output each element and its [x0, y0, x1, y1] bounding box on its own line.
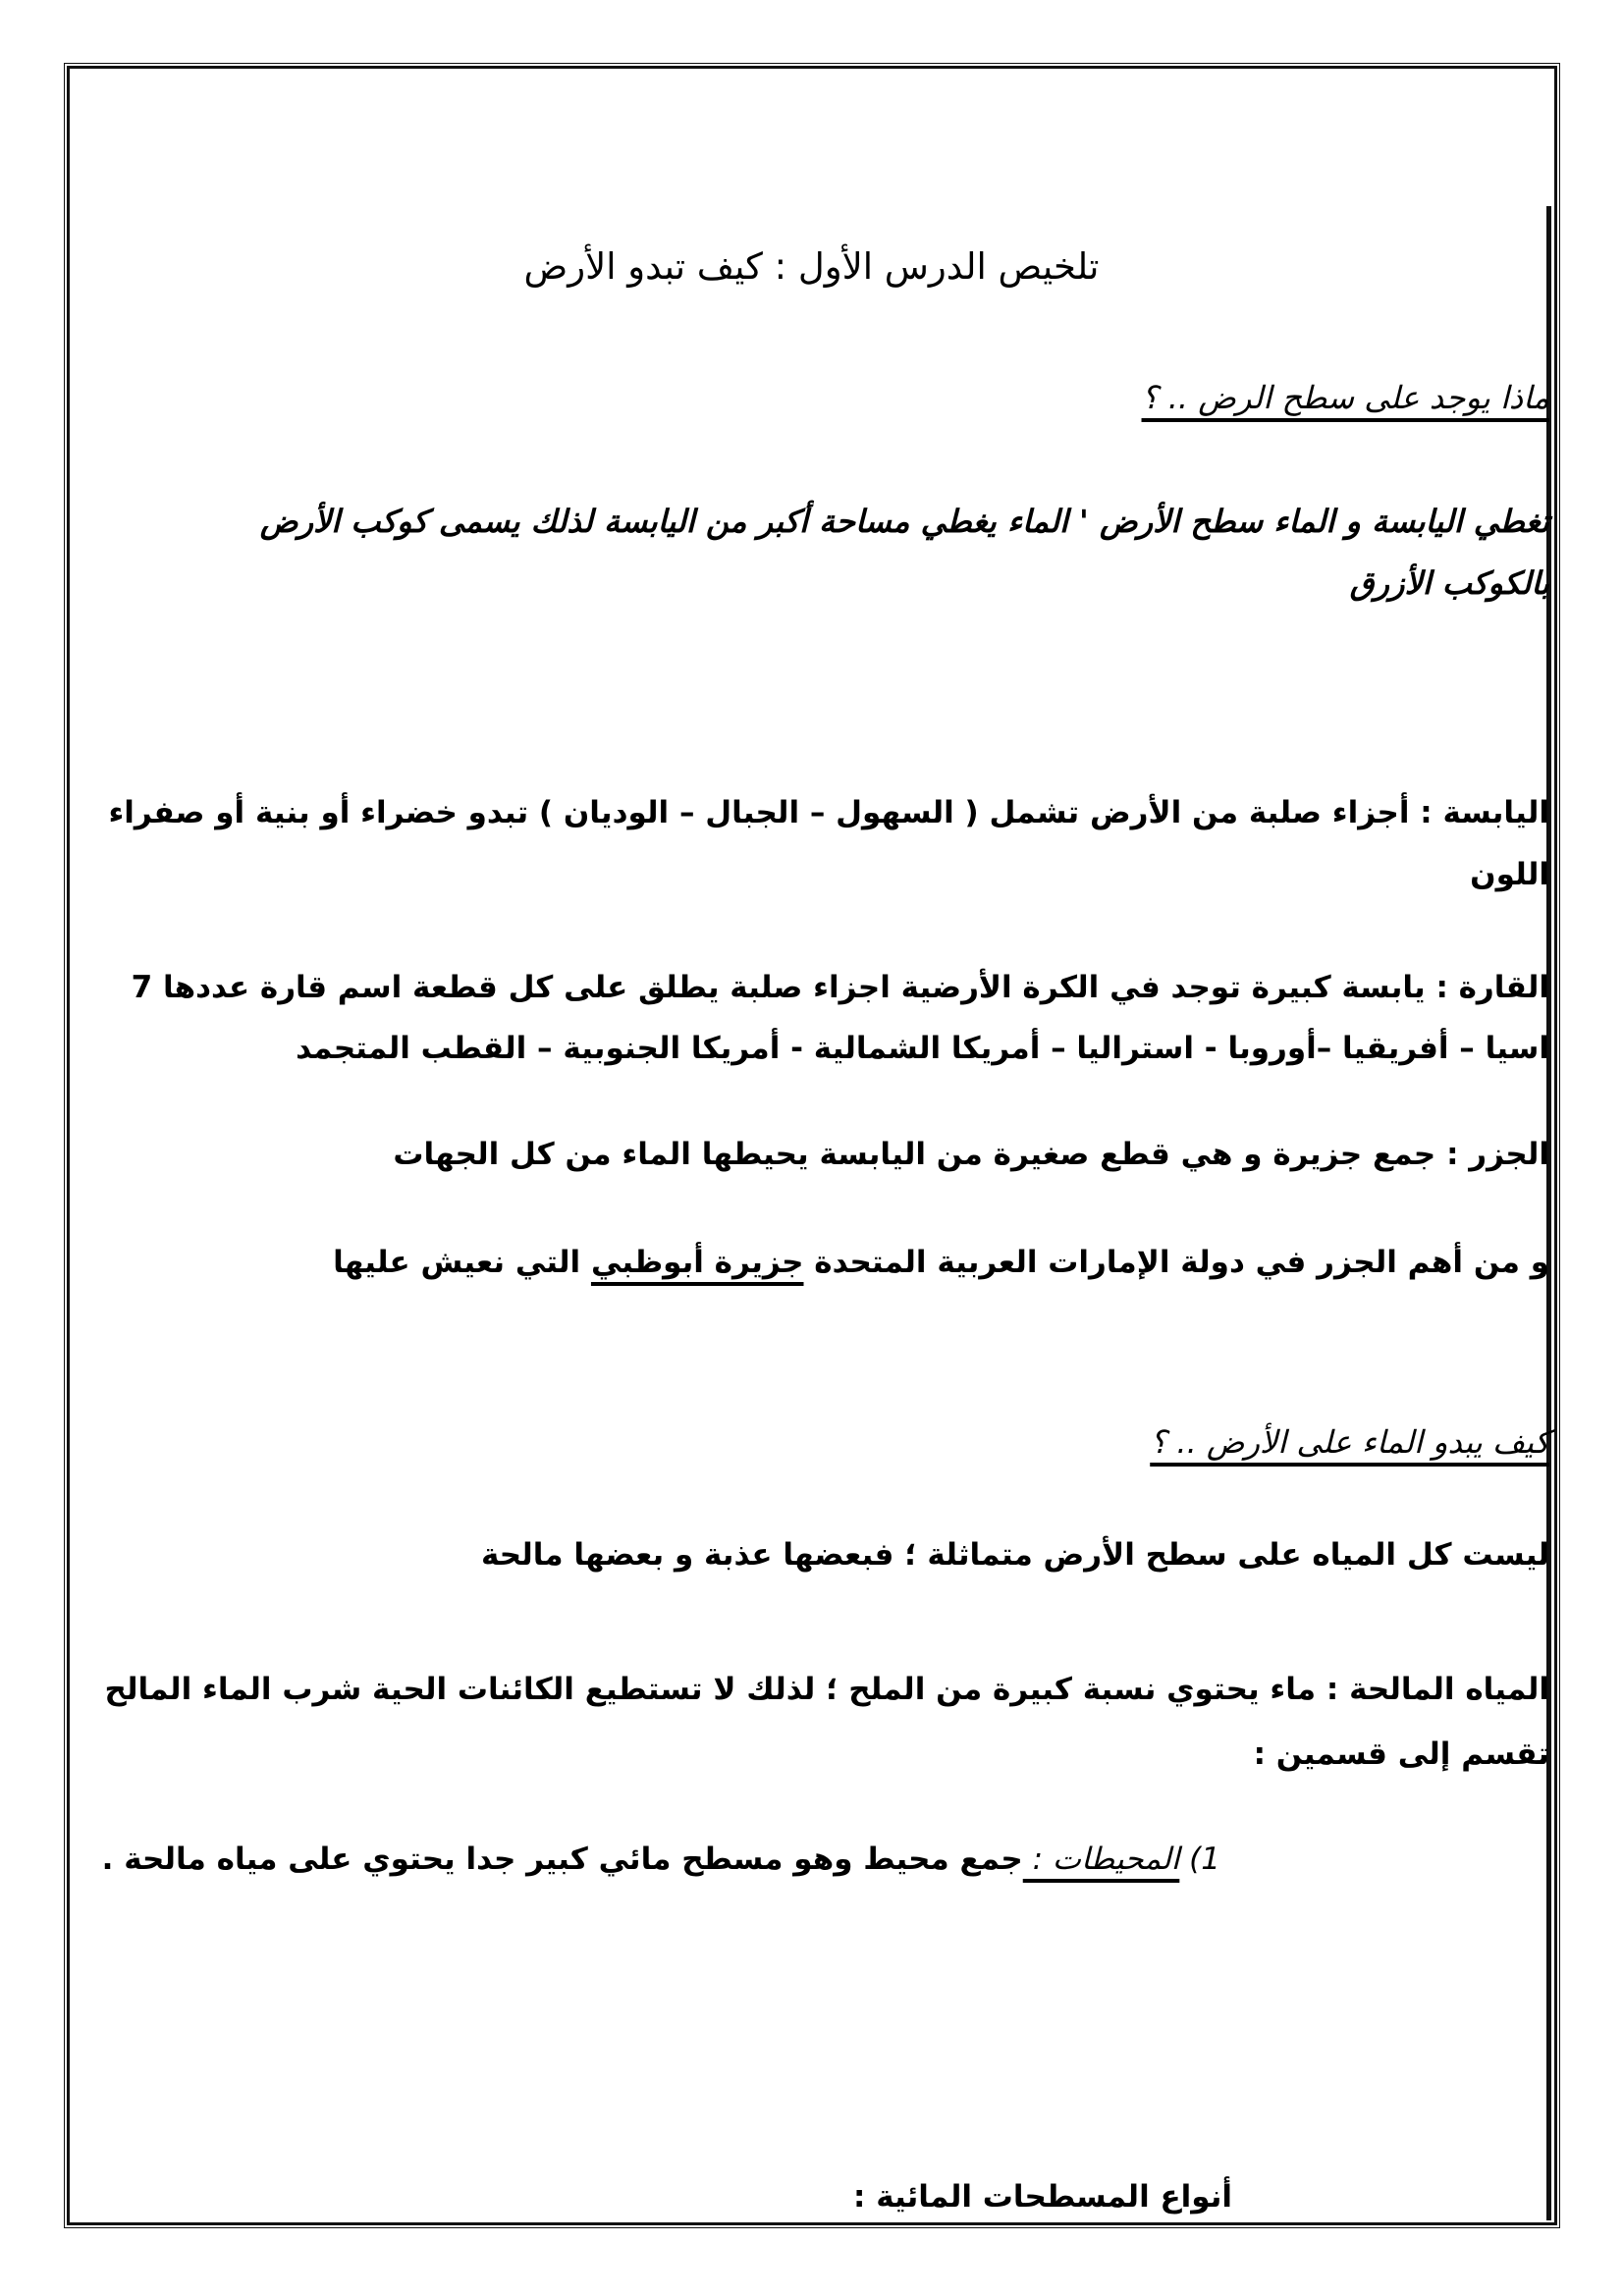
continent-line-2: اسيا – أفريقيا –أوروبا - استراليا – أمريكا الشمالية - أمريكا الجنوبية – القطب المتجمد — [296, 1031, 1549, 1066]
intro-line-2: بالكوكب الأزرق — [1349, 564, 1549, 602]
important-islands-after: التي نعيش عليها — [333, 1245, 591, 1280]
land-line-1: اليابسة : أجزاء صلبة من الأرض تشمل ( السهول – الجبال – الوديان ) تبدو خضراء أو بنية أو صفراء — [108, 795, 1549, 830]
oceans-item-number: 1) — [1179, 1842, 1220, 1877]
intro-line-1: تغطي اليابسة و الماء سطح الأرض ' الماء يغطي مساحة أكبر من اليابسة لذلك يسمى كوكب الأرض — [259, 503, 1549, 540]
important-islands-line — [333, 1245, 1549, 1280]
lesson-title: تلخيص الدرس الأول : كيف تبدو الأرض — [523, 245, 1100, 288]
abu-dhabi-island-underlined: جزيرة أبوظبي — [590, 1245, 804, 1280]
definition-continent — [132, 957, 1549, 1079]
land-line-2: اللون — [1470, 857, 1549, 892]
definition-islands: الجزر : جمع جزيرة و هي قطع صغيرة من اليابسة يحيطها الماء من كل الجهات — [393, 1137, 1549, 1172]
continent-line-1: القارة : يابسة كبيرة توجد في الكرة الأرضية اجزاء صلبة يطلق على كل قطعة اسم قارة عددها 7 — [131, 970, 1549, 1005]
salt-water-line-2: تقسم إلى قسمين : — [1253, 1736, 1549, 1772]
definition-land — [108, 782, 1549, 906]
important-islands-before: و من أهم الجزر في دولة الإمارات العربية المتحدة — [803, 1245, 1549, 1280]
water-types-paragraph: ليست كل المياه على سطح الأرض متماثلة ؛ فبعضها عذبة و بعضها مالحة — [480, 1537, 1549, 1573]
question-water-on-earth: كيف يبدو الماء على الأرض .. ؟ — [1150, 1423, 1549, 1461]
water-bodies-heading: أنواع المسطحات المائية : — [853, 2179, 1232, 2215]
definition-salt-water — [105, 1657, 1549, 1787]
oceans-list-item — [102, 1842, 1220, 1877]
question-surface-of-earth: ماذا يوجد على سطح الرض .. ؟ — [1141, 379, 1549, 416]
oceans-term-underlined: المحيطات : — [1022, 1842, 1180, 1877]
oceans-definition: جمع محيط وهو مسطح مائي كبير جدا يحتوي على مياه مالحة . — [101, 1842, 1023, 1877]
salt-water-line-1: المياه المالحة : ماء يحتوي نسبة كبيرة من الملح ؛ لذلك لا تستطيع الكائنات الحية شرب الماء المالح — [104, 1672, 1549, 1707]
intro-paragraph — [260, 491, 1549, 614]
